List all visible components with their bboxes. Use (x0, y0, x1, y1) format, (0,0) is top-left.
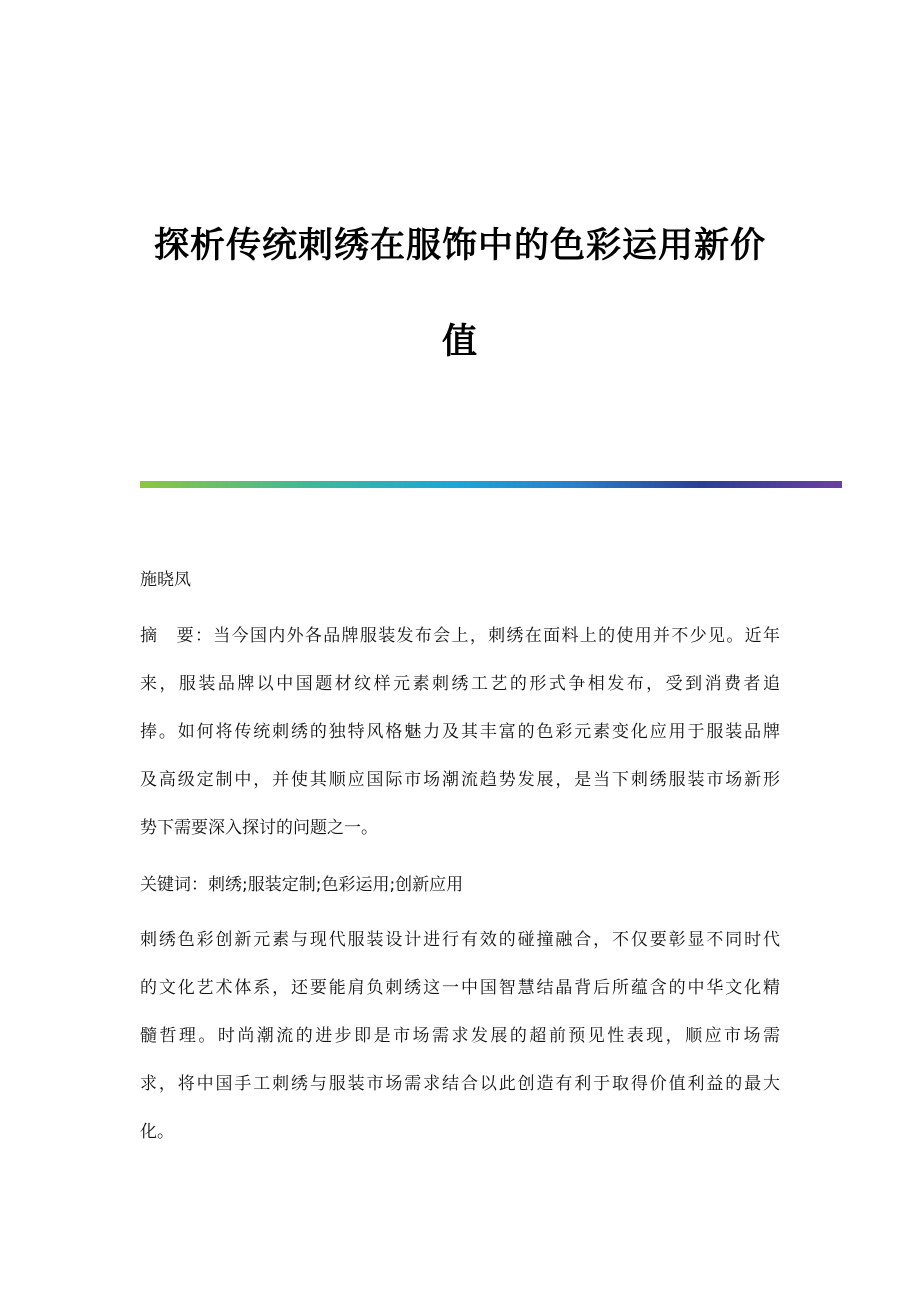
abstract-line: 捧。如何将传统刺绣的独特风格魅力及其丰富的色彩元素变化应用于服装品牌 (140, 722, 780, 742)
body-line: 求，将中国手工刺绣与服装市场需求结合以此创造有利于取得价值利益的最大 (140, 1074, 780, 1094)
abstract-line: 摘 要：当今国内外各品牌服装发布会上，刺绣在面料上的使用并不少见。近年 (140, 626, 780, 646)
body-line: 刺绣色彩创新元素与现代服装设计进行有效的碰撞融合，不仅要彰显不同时代 (140, 930, 780, 950)
body-line: 化。 (140, 1122, 174, 1142)
body-line: 髓哲理。时尚潮流的进步即是市场需求发展的超前预见性表现，顺应市场需 (140, 1026, 780, 1046)
abstract-line: 及高级定制中，并使其顺应国际市场潮流趋势发展，是当下刺绣服装市场新形 (140, 770, 780, 790)
keywords-line: 关键词：刺绣;服装定制;色彩运用;创新应用 (140, 875, 464, 895)
body-line: 的文化艺术体系，还要能肩负刺绣这一中国智慧结晶背后所蕴含的中华文化精 (140, 978, 780, 998)
abstract-line: 势下需要深入探讨的问题之一。 (140, 818, 378, 838)
gradient-divider (140, 481, 842, 488)
author-name: 施晓凤 (140, 570, 191, 590)
document-title-line-2: 值 (441, 322, 478, 362)
document-title-line-1: 探析传统刺绣在服饰中的色彩运用新价 (153, 226, 766, 266)
abstract-line: 来，服装品牌以中国题材纹样元素刺绣工艺的形式争相发布，受到消费者追 (140, 674, 780, 694)
